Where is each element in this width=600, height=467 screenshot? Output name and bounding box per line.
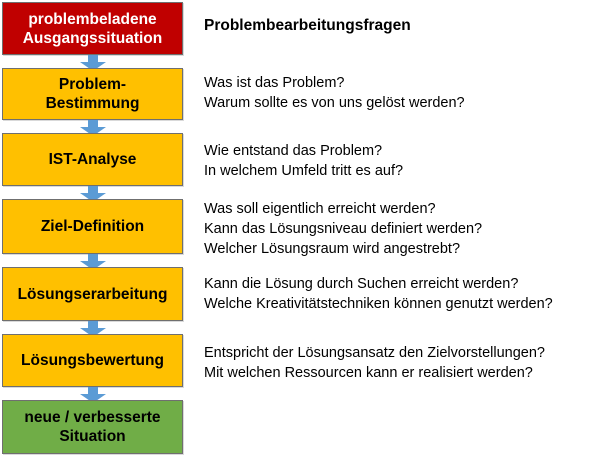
end-box-line1: neue / verbesserte — [24, 409, 161, 426]
question-text: Mit welchen Ressourcen kann er realisiert werden? — [204, 365, 533, 381]
questions-ziel-definition — [204, 199, 482, 259]
questions-loesungserarbeitung — [204, 274, 553, 314]
step-label: Ziel-Definition — [40, 218, 145, 235]
question-text: Welcher Lösungsraum wird angestrebt? — [204, 241, 461, 257]
question-text: Entspricht der Lösungsansatz den Zielvorstellungen? — [204, 345, 545, 361]
questions-heading: Problembearbeitungsfragen — [204, 17, 411, 34]
question-text: Kann das Lösungsniveau definiert werden? — [204, 221, 483, 237]
step-ziel-definition — [2, 199, 183, 254]
step-loesungsbewertung — [2, 334, 183, 387]
step-loesungserarbeitung — [2, 267, 183, 321]
question-text: Was ist das Problem? — [204, 75, 345, 91]
end-box — [2, 400, 183, 454]
question-text: Was soll eigentlich erreicht werden? — [204, 201, 436, 217]
question-text: Wie entstand das Problem? — [204, 143, 383, 159]
step-label: IST-Analyse — [48, 151, 137, 168]
question-text: In welchem Umfeld tritt es auf? — [204, 163, 404, 179]
question-text: Welche Kreativitätstechniken können genutzt werden? — [204, 296, 553, 312]
question-text: Kann die Lösung durch Suchen erreicht werden? — [204, 276, 519, 292]
step-label: Lösungserarbeitung — [17, 285, 168, 303]
step-problem-bestimmung — [2, 68, 183, 120]
step-label-line2: Bestimmung — [45, 95, 140, 112]
start-box-line1: problembeladene — [28, 10, 157, 28]
start-box — [2, 2, 183, 55]
questions-ist-analyse — [204, 141, 403, 181]
question-text: Warum sollte es von uns gelöst werden? — [204, 95, 465, 111]
start-box-line2: Ausgangssituation — [22, 29, 163, 47]
step-label: Lösungsbewertung — [21, 352, 164, 369]
end-box-line2: Situation — [59, 428, 126, 445]
questions-problem-bestimmung — [204, 73, 465, 113]
step-label-line1: Problem- — [58, 76, 127, 93]
questions-loesungsbewertung — [204, 343, 545, 383]
step-ist-analyse — [2, 133, 183, 186]
